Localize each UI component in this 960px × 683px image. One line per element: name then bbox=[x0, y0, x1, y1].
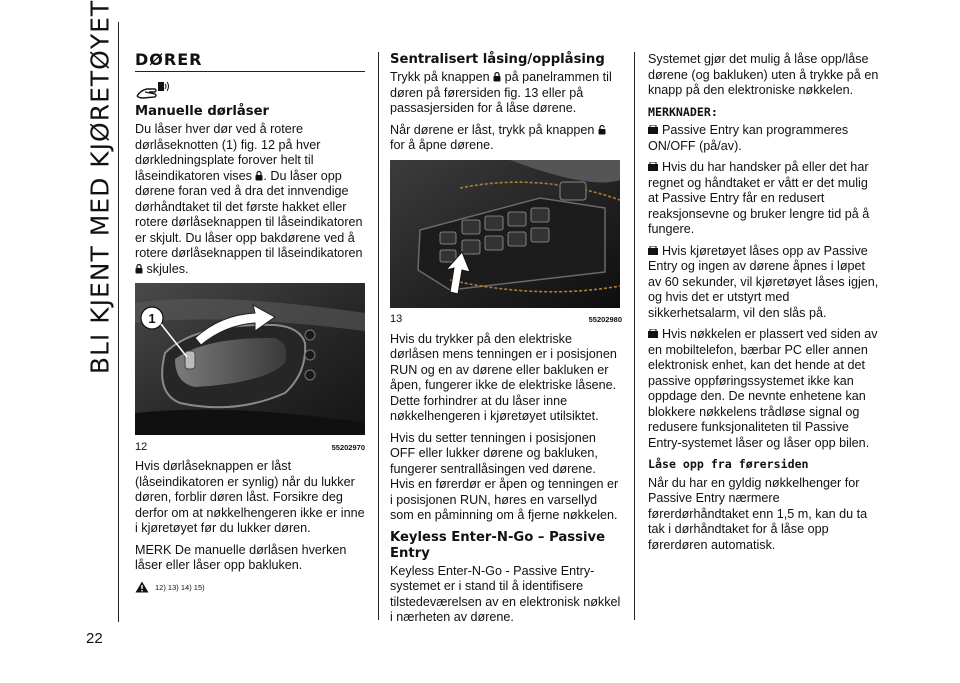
column-1 bbox=[135, 52, 365, 595]
figure-caption bbox=[135, 440, 365, 456]
figure-code: 55202970 bbox=[331, 442, 365, 452]
note-item: Passive Entry kan programmeres ON/OFF (på/av). bbox=[648, 123, 849, 153]
lock-button-icon bbox=[493, 71, 501, 82]
heading-rule bbox=[135, 71, 365, 73]
note-bullet-icon bbox=[648, 125, 658, 134]
column-divider bbox=[634, 52, 635, 620]
note-item: Hvis nøkkelen er plassert ved siden av en mobiltelefon, bærbar PC eller annen elektronisk enhet, kan det hende at det passive oppføringssystemet ikke kan oppdage den. De nevnte enhetene kan blokkere nøkkelens trådløse signal og redusere funksjonaliteten til Passive Entry-systemet låser og låser opp bilen. bbox=[648, 327, 878, 450]
figure-code: 55202980 bbox=[588, 315, 622, 324]
unlock-button-icon bbox=[598, 124, 606, 135]
page-number: 22 bbox=[86, 630, 103, 647]
subheading: Keyless Enter-N-Go – Passive Entry bbox=[390, 529, 606, 561]
figure-callout-1: 1 bbox=[148, 311, 156, 326]
subheading: Sentralisert låsing/opplåsing bbox=[390, 52, 605, 67]
figure-number: 13 bbox=[390, 313, 403, 325]
chapter-title-text: BLI KJENT MED KJØRETØYET bbox=[85, 0, 115, 375]
paragraph: Hvis dørlåseknappen er låst (låseindikatoren er synlig) når du lukker døren, forblir døren låst. Forsikre deg derfor om at nøkkelhengeren ikke er inne i kjøretøyet før du lukker døren. bbox=[135, 459, 365, 535]
lock-indicator-icon bbox=[135, 263, 143, 274]
column-3 bbox=[648, 52, 880, 559]
notes-heading: MERKNADER: bbox=[648, 104, 718, 119]
paragraph: Du låser hver dør ved å rotere dørlåseknotten (1) fig. 12 på hver dørkledningsplate forover helt til låseindikatoren vises . Du låser opp dørene foran ved å dra det innvendige dørhåndtaket til det første hakket eller rotere dørlåseknappen til låseindikatoren er skjult. Du låser opp bakdørene ved å rotere dørlåseknappen til låseindikatoren skjules. bbox=[135, 122, 363, 276]
subheading: Manuelle dørlåser bbox=[135, 104, 270, 119]
subheading-driver-unlock: Låse opp fra førersiden bbox=[648, 457, 809, 471]
paragraph: Når dørene er låst, trykk på knappen for å åpne dørene. bbox=[390, 123, 622, 154]
figure-12-door-handle bbox=[135, 283, 365, 455]
paragraph: Hvis du setter tenningen i posisjonen OFF eller lukker dørene og bakluken, fungerer sentrallåsingen ved dørene. Hvis en førerdør er åpen og tenningen er i posisjonen RUN, høres en varsellyd som en påminning om å fjerne nøkkelen. bbox=[390, 430, 619, 522]
note-item: Hvis kjøretøyet låses opp av Passive Entry og ingen av dørene åpnes i løpet av 60 sekunder, vil kjøretøyet låses igjen, og hvis det er utstyrt med sikkerhetsalarm, vil den slås på. bbox=[648, 243, 879, 320]
chapter-title bbox=[85, 0, 115, 375]
note-bullet-icon bbox=[648, 162, 658, 171]
note-bullet-icon bbox=[648, 329, 658, 338]
paragraph: Systemet gjør det mulig å låse opp/låse dørene (og bakluken) uten å trykke på en knapp på den elektroniske nøkkelen. bbox=[648, 52, 879, 97]
warning-triangle-icon bbox=[135, 581, 149, 593]
warning-refs-text: 12) 13) 14) 15) bbox=[155, 582, 205, 592]
note-item: Hvis du har handsker på eller det har regnet og håndtaket er vått er det mulig at Passive Entry får en redusert reaksjonsevne og bruker lengre tid på å fungere. bbox=[648, 160, 870, 236]
column-2 bbox=[390, 52, 622, 632]
door-panel-photo bbox=[390, 160, 620, 308]
paragraph: MERK De manuelle dørlåsen hverken låser eller låser opp bakluken. bbox=[135, 542, 347, 572]
paragraph: Keyless Enter-N-Go - Passive Entry-systemet er i stand til å identifisere tilstedeværelsen av en elektronisk nøkkel i nærheten av dørene. bbox=[390, 563, 621, 624]
note-bullet-icon bbox=[648, 246, 658, 255]
figure-caption bbox=[390, 312, 622, 328]
door-handle-photo bbox=[135, 283, 365, 435]
figure-13-door-panel bbox=[390, 160, 622, 328]
warning-references bbox=[135, 580, 365, 596]
figure-number: 12 bbox=[135, 440, 148, 453]
column-divider bbox=[378, 52, 379, 620]
paragraph: Hvis du trykker på den elektriske dørlåsen mens tenningen er i posisjonen RUN og en av dørene eller bakluken er åpen, fungerer ikke de elektriske låsene. Dette forhindrer at du låser inne nøkkelhengeren i kjøretøyet utilsiktet. bbox=[390, 331, 617, 423]
paragraph: Når du har en gyldig nøkkelhenger for Passive Entry nærmere førerdørhåndtaket enn 1,5 m, kan du ta tak i dørhåndtaket for å låse opp førerdøren automatisk. bbox=[648, 475, 868, 552]
sidebar-divider bbox=[118, 22, 119, 622]
section-heading: DØRER bbox=[135, 50, 203, 69]
paragraph: Trykk på knappen på panelrammen til døren på førersiden fig. 13 eller på passasjersiden for å låse dørene. bbox=[390, 70, 612, 115]
hand-keyless-icon bbox=[135, 80, 365, 102]
